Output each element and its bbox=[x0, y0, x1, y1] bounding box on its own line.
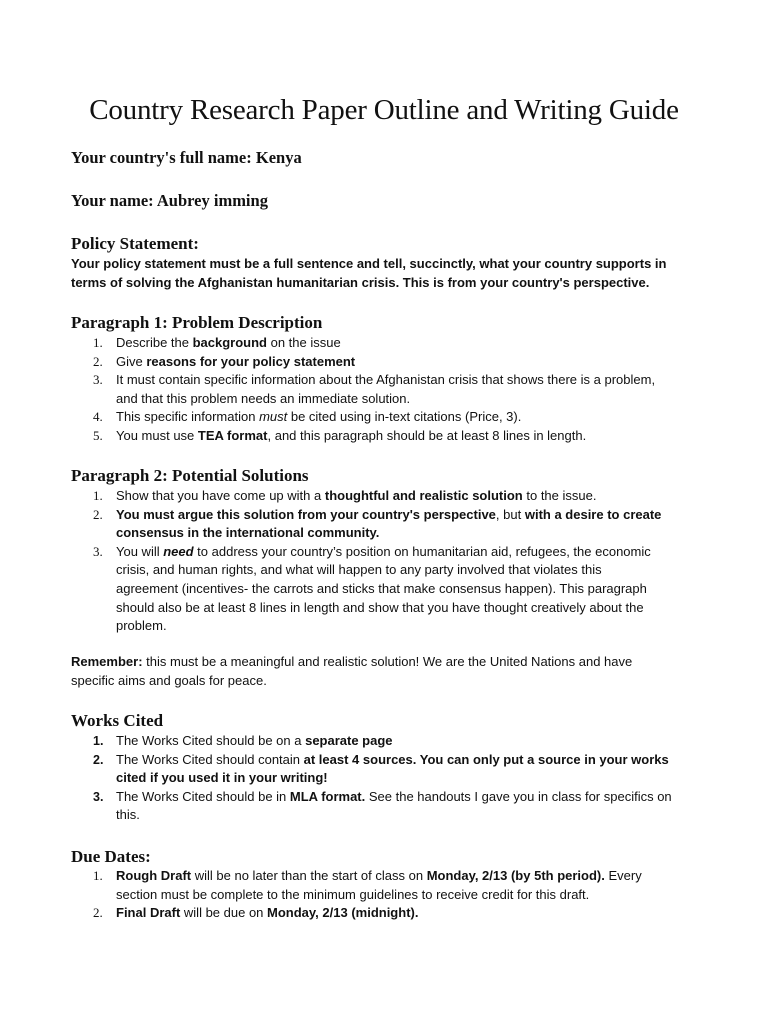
item-text: , and this paragraph should be at least 8 lines in length. bbox=[267, 427, 587, 443]
item-bold-text: cited if you used it in your writing! bbox=[116, 770, 328, 786]
item-text: It must contain specific information about the Afghanistan crisis that shows there is a problem, bbox=[116, 372, 656, 388]
item-text: The Works Cited should be on a bbox=[116, 733, 306, 748]
item-bold-text: with a desire to create bbox=[524, 506, 662, 522]
list-item bbox=[71, 506, 711, 543]
list-item bbox=[71, 487, 711, 506]
list-item bbox=[71, 353, 711, 372]
item-bold-text: Rough Draft bbox=[116, 868, 192, 883]
list-item bbox=[71, 732, 711, 751]
list-item bbox=[71, 427, 711, 446]
item-text: crisis, and human rights, and what will happen to any party involved that violates this bbox=[116, 562, 602, 578]
item-text: You must use bbox=[116, 427, 198, 443]
item-bold-text: at least 4 sources. You can only put a source in your works bbox=[303, 751, 669, 767]
page-title: Country Research Paper Outline and Writing Guide bbox=[89, 94, 679, 126]
list-number: 4. bbox=[93, 409, 103, 425]
remember-label: Remember: bbox=[71, 654, 143, 669]
list-number: 2. bbox=[93, 905, 103, 921]
list-item bbox=[71, 867, 711, 904]
list-number: 1. bbox=[93, 488, 103, 503]
item-bold-italic-text: need bbox=[163, 543, 194, 559]
country-name-field: Your country's full name: Kenya bbox=[71, 148, 302, 167]
list-number: 1. bbox=[93, 335, 103, 350]
item-text: The Works Cited should be in bbox=[116, 788, 290, 804]
item-bold-text: Monday, 2/13 (midnight). bbox=[267, 905, 419, 921]
remember-note bbox=[71, 652, 711, 690]
list-number: 2. bbox=[93, 506, 103, 522]
list-item bbox=[71, 788, 711, 825]
item-bold-text: You must argue this solution from your country's perspective bbox=[116, 506, 496, 522]
item-text: section must be complete to the minimum guidelines to receive credit for this draft. bbox=[116, 886, 590, 902]
item-bold-text: MLA format. bbox=[289, 788, 366, 804]
item-text: should also be at least 8 lines in length and show that you have thought creatively about the bbox=[116, 599, 644, 615]
list-item bbox=[71, 334, 711, 353]
item-text: Every bbox=[604, 868, 642, 883]
item-bold-text: separate page bbox=[305, 733, 393, 748]
remember-text: specific aims and goals for peace. bbox=[71, 673, 267, 688]
item-text: You will bbox=[116, 543, 164, 559]
item-text: to address your country’s position on humanitarian aid, refugees, the economic bbox=[193, 543, 651, 559]
paragraph2-heading: Paragraph 2: Potential Solutions bbox=[71, 466, 309, 485]
paragraph1-list bbox=[71, 334, 711, 446]
item-text: to the issue. bbox=[522, 488, 597, 503]
item-text: , but bbox=[495, 506, 525, 522]
item-bold-text: Monday, 2/13 (by 5th period). bbox=[426, 868, 605, 883]
item-text: The Works Cited should contain bbox=[116, 751, 304, 767]
item-text: This specific information bbox=[116, 409, 260, 425]
item-bold-text: TEA format bbox=[197, 427, 268, 443]
list-item bbox=[71, 751, 711, 788]
list-number: 5. bbox=[93, 427, 103, 443]
student-name-field: Your name: Aubrey imming bbox=[71, 191, 268, 210]
policy-text-line: Your policy statement must be a full sentence and tell, succinctly, what your country supports in bbox=[71, 256, 667, 271]
item-text: See the handouts I gave you in class for specifics on bbox=[365, 788, 672, 804]
item-text: on the issue bbox=[267, 335, 341, 350]
due-dates-heading: Due Dates: bbox=[71, 847, 151, 866]
paragraph2-list bbox=[71, 487, 711, 636]
item-bold-text: thoughtful and realistic solution bbox=[324, 488, 523, 503]
list-number: 1. bbox=[93, 734, 104, 748]
due-dates-list bbox=[71, 867, 711, 923]
policy-heading: Policy Statement: bbox=[71, 234, 199, 253]
list-number: 2. bbox=[93, 353, 103, 369]
works-cited-list bbox=[71, 732, 711, 825]
item-bold-text: Final Draft bbox=[116, 905, 181, 921]
item-bold-text: background bbox=[192, 335, 267, 350]
list-item bbox=[71, 371, 711, 408]
list-item bbox=[71, 543, 711, 636]
list-number: 2. bbox=[93, 752, 104, 767]
list-number: 3. bbox=[93, 789, 104, 804]
item-text: and that this problem needs an immediate solution. bbox=[116, 390, 411, 406]
list-item bbox=[71, 408, 711, 427]
item-bold-text: consensus in the international community. bbox=[116, 525, 380, 541]
item-bold-text: reasons for your policy statement bbox=[146, 353, 356, 369]
paragraph1-heading: Paragraph 1: Problem Description bbox=[71, 313, 323, 332]
item-text: Describe the bbox=[116, 335, 193, 350]
policy-text-line: terms of solving the Afghanistan humanitarian crisis. This is from your country's perspective. bbox=[71, 275, 650, 290]
policy-text bbox=[71, 254, 711, 292]
list-number: 3. bbox=[93, 372, 103, 388]
list-number: 3. bbox=[93, 543, 103, 559]
remember-text: this must be a meaningful and realistic solution! We are the United Nations and have bbox=[142, 654, 633, 669]
item-text: agreement (incentives- the carrots and sticks that make consensus happen). This paragraph bbox=[116, 580, 647, 596]
works-cited-heading: Works Cited bbox=[71, 711, 164, 730]
item-text: be cited using in-text citations (Price, 3). bbox=[287, 409, 522, 425]
list-number: 1. bbox=[93, 868, 103, 883]
item-text: problem. bbox=[116, 618, 167, 634]
item-text: will be due on bbox=[180, 905, 268, 921]
item-text: Give bbox=[116, 353, 147, 369]
item-text: this. bbox=[116, 807, 140, 823]
item-text: will be no later than the start of class on bbox=[191, 868, 427, 883]
item-italic-text: must bbox=[259, 409, 288, 425]
item-text: Show that you have come up with a bbox=[116, 488, 325, 503]
list-item bbox=[71, 904, 711, 923]
